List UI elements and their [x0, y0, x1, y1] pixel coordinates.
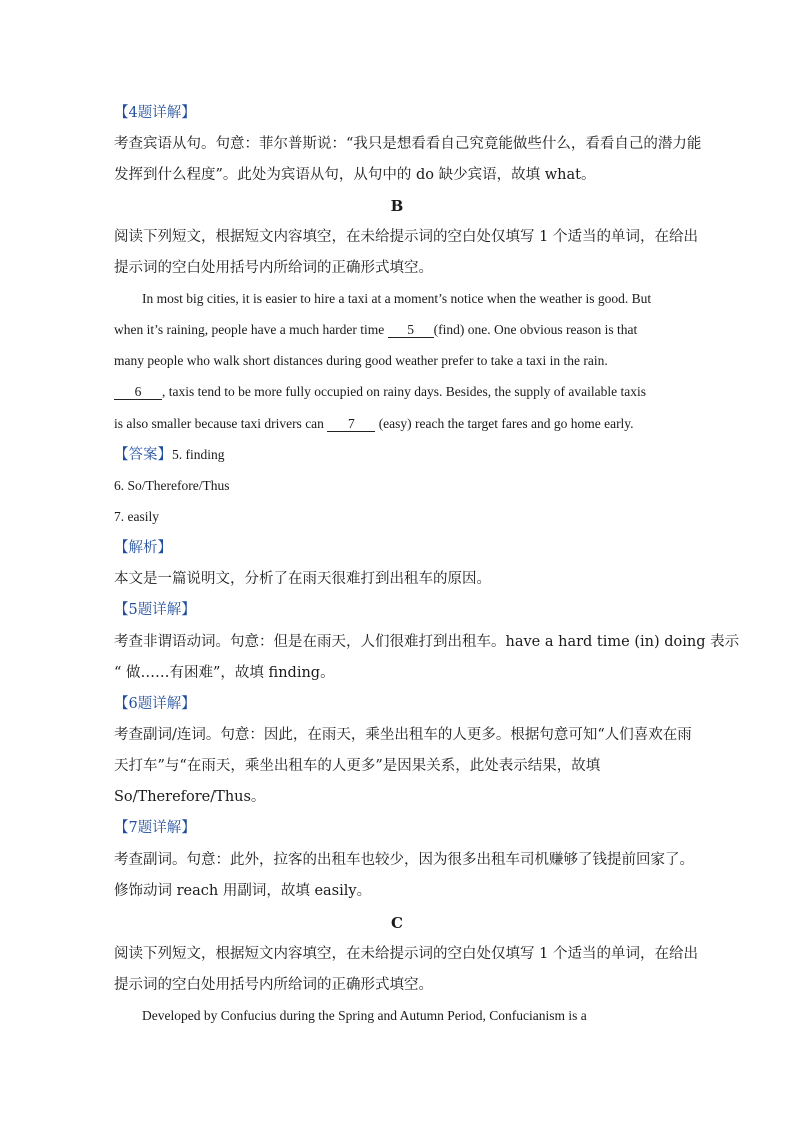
q4-heading: 【4题详解】 [114, 105, 196, 121]
section-c-instruction: 阅读下列短文，根据短文内容填空，在未给提示词的空白处仅填写 1 个适当的单词，在给出 [114, 946, 698, 962]
passage-line [114, 320, 637, 340]
passage-line: Developed by Confucius during the Spring and Autumn Period, Confucianism is a [142, 1008, 587, 1023]
passage-text: when it’s raining, people have a much harder time [114, 322, 388, 337]
q7-explanation-line: 考查副词。句意：此外，拉客的出租车也较少，因为很多出租车司机赚够了钱提前回家了。 [114, 852, 694, 868]
passage-text: is also smaller because taxi drivers can [114, 416, 328, 431]
section-c-letter: C [391, 914, 403, 932]
blank-7: 7 [327, 417, 375, 432]
q6-explanation-line: So/Therefore/Thus。 [114, 789, 266, 805]
answer-5: 5. finding [172, 447, 225, 462]
blank-5: 5 [388, 323, 434, 338]
passage-line [114, 382, 646, 402]
passage-text: (find) one. One obvious reason is that [433, 322, 638, 337]
passage-line: many people who walk short distances during good weather prefer to take a taxi in the rain. [114, 353, 608, 368]
q6-explanation-line: 考查副词/连词。句意：因此，在雨天，乘坐出租车的人更多。根据句意可知“人们喜欢在雨 [114, 727, 692, 743]
q5-heading: 【5题详解】 [114, 602, 196, 618]
section-b-letter: B [390, 197, 404, 215]
analysis-text: 本文是一篇说明文，分析了在雨天很难打到出租车的原因。 [114, 571, 491, 587]
q6-explanation-line: 天打车”与“在雨天，乘坐出租车的人更多”是因果关系，此处表示结果，故填 [114, 758, 601, 774]
section-b-instruction: 阅读下列短文，根据短文内容填空，在未给提示词的空白处仅填写 1 个适当的单词，在给出 [114, 229, 698, 245]
q5-explanation-line: “ 做……有困难”，故填 finding。 [114, 665, 335, 681]
blank-6: 6 [114, 385, 162, 400]
passage-text: , taxis tend to be more fully occupied on rainy days. Besides, the supply of available taxis [162, 384, 647, 399]
passage-line [114, 414, 634, 434]
q7-heading: 【7题详解】 [114, 820, 196, 836]
answer-line [114, 445, 225, 465]
q4-explanation-line: 发挥到什么程度”。此处为宾语从句，从句中的 do 缺少宾语，故填 what。 [114, 167, 596, 183]
answer-label: 【答案】 [114, 447, 172, 463]
q4-explanation-line: 考查宾语从句。句意：菲尔普斯说：“我只是想看看自己究竟能做些什么，看看自己的潜力能 [114, 136, 702, 152]
analysis-label: 【解析】 [114, 540, 172, 556]
q5-explanation-line: 考查非谓语动词。句意：但是在雨天，人们很难打到出租车。have a hard time (in) doing 表示 [114, 634, 740, 650]
passage-line: In most big cities, it is easier to hire a taxi at a moment’s notice when the weather is good. But [142, 291, 652, 306]
q7-explanation-line: 修饰动词 reach 用副词，故填 easily。 [114, 883, 372, 899]
passage-text: (easy) reach the target fares and go home early. [375, 416, 634, 431]
answer-7: 7. easily [114, 509, 159, 524]
answer-6: 6. So/Therefore/Thus [114, 478, 230, 493]
q6-heading: 【6题详解】 [114, 696, 196, 712]
section-c-instruction: 提示词的空白处用括号内所给词的正确形式填空。 [114, 977, 433, 993]
section-b-instruction: 提示词的空白处用括号内所给词的正确形式填空。 [114, 260, 433, 276]
